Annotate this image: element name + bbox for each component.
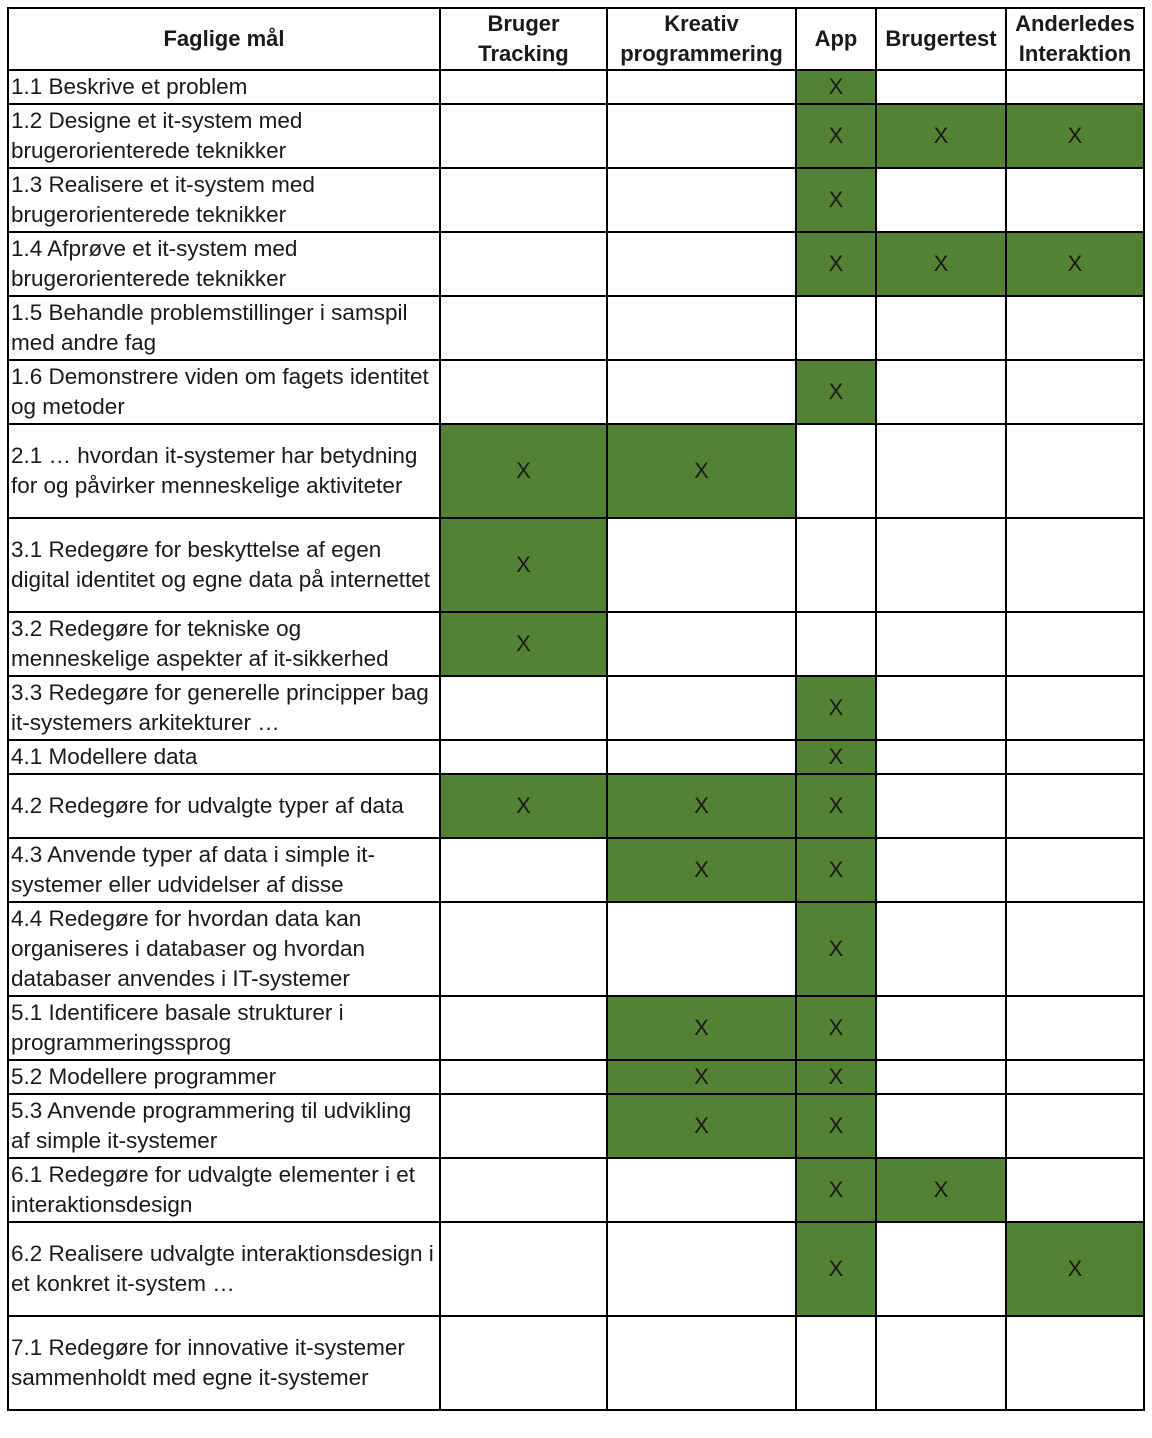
goal-cell: 3.3 Redegøre for generelle principper bag it-systemers arkitekturer …	[8, 676, 440, 740]
goal-cell: 1.3 Realisere et it-system med brugerorienterede teknikker	[8, 168, 440, 232]
mark-cell-kreativ-programmering	[607, 676, 796, 740]
mark-cell-app: X	[796, 774, 876, 838]
goal-cell: 4.2 Redegøre for udvalgte typer af data	[8, 774, 440, 838]
mark-cell-app	[796, 1316, 876, 1410]
mark-cell-bruger-tracking	[440, 70, 607, 104]
mark-cell-bruger-tracking	[440, 1316, 607, 1410]
mark-cell-app: X	[796, 104, 876, 168]
mark-cell-app: X	[796, 996, 876, 1060]
mark-cell-bruger-tracking	[440, 902, 607, 996]
mark-cell-kreativ-programmering: X	[607, 1060, 796, 1094]
goal-cell: 6.1 Redegøre for udvalgte elementer i et interaktionsdesign	[8, 1158, 440, 1222]
mark-cell-bruger-tracking	[440, 740, 607, 774]
mark-cell-anderledes-interaktion	[1006, 612, 1144, 676]
mark-cell-bruger-tracking: X	[440, 774, 607, 838]
mark-cell-app	[796, 296, 876, 360]
mark-cell-brugertest	[876, 838, 1006, 902]
mark-cell-bruger-tracking	[440, 838, 607, 902]
goal-cell: 1.6 Demonstrere viden om fagets identitet og metoder	[8, 360, 440, 424]
table-row	[8, 296, 1144, 360]
mark-cell-kreativ-programmering	[607, 1316, 796, 1410]
mark-cell-anderledes-interaktion	[1006, 360, 1144, 424]
mark-cell-bruger-tracking	[440, 1158, 607, 1222]
table-row	[8, 1158, 1144, 1222]
mark-cell-anderledes-interaktion	[1006, 70, 1144, 104]
mark-cell-bruger-tracking	[440, 168, 607, 232]
mark-cell-bruger-tracking	[440, 676, 607, 740]
mark-cell-app: X	[796, 232, 876, 296]
mark-cell-app	[796, 424, 876, 518]
mark-cell-anderledes-interaktion	[1006, 996, 1144, 1060]
mark-cell-brugertest: X	[876, 232, 1006, 296]
mark-cell-brugertest: X	[876, 1158, 1006, 1222]
mark-cell-kreativ-programmering	[607, 70, 796, 104]
mark-cell-kreativ-programmering	[607, 612, 796, 676]
mark-cell-brugertest	[876, 740, 1006, 774]
table-row	[8, 774, 1144, 838]
mark-cell-kreativ-programmering	[607, 104, 796, 168]
goal-cell: 3.1 Redegøre for beskyttelse af egen digital identitet og egne data på internettet	[8, 518, 440, 612]
mark-cell-kreativ-programmering: X	[607, 424, 796, 518]
table-row	[8, 232, 1144, 296]
mark-cell-kreativ-programmering	[607, 518, 796, 612]
header-bruger-tracking: Bruger Tracking	[440, 8, 607, 70]
mark-cell-app: X	[796, 902, 876, 996]
mark-cell-anderledes-interaktion	[1006, 424, 1144, 518]
mark-cell-bruger-tracking	[440, 360, 607, 424]
mark-cell-app: X	[796, 1222, 876, 1316]
table-row	[8, 168, 1144, 232]
mark-cell-brugertest	[876, 518, 1006, 612]
mark-cell-kreativ-programmering: X	[607, 838, 796, 902]
goal-cell: 1.2 Designe et it-system med brugerorienterede teknikker	[8, 104, 440, 168]
mark-cell-brugertest	[876, 774, 1006, 838]
mark-cell-anderledes-interaktion	[1006, 518, 1144, 612]
mark-cell-app	[796, 518, 876, 612]
mark-cell-kreativ-programmering	[607, 1222, 796, 1316]
mark-cell-app: X	[796, 676, 876, 740]
header-kreativ-programmering: Kreativ programmering	[607, 8, 796, 70]
mark-cell-kreativ-programmering	[607, 168, 796, 232]
mark-cell-anderledes-interaktion	[1006, 296, 1144, 360]
mark-cell-anderledes-interaktion	[1006, 1094, 1144, 1158]
mark-cell-anderledes-interaktion: X	[1006, 1222, 1144, 1316]
table-row	[8, 676, 1144, 740]
mark-cell-app: X	[796, 838, 876, 902]
mark-cell-brugertest	[876, 902, 1006, 996]
goal-cell: 5.1 Identificere basale strukturer i programmeringssprog	[8, 996, 440, 1060]
mark-cell-bruger-tracking	[440, 296, 607, 360]
goal-cell: 2.1 … hvordan it-systemer har betydning for og påvirker menneskelige aktiviteter	[8, 424, 440, 518]
mark-cell-kreativ-programmering	[607, 232, 796, 296]
mark-cell-brugertest	[876, 168, 1006, 232]
mark-cell-anderledes-interaktion: X	[1006, 232, 1144, 296]
mark-cell-app: X	[796, 168, 876, 232]
mark-cell-anderledes-interaktion	[1006, 902, 1144, 996]
goal-cell: 1.1 Beskrive et problem	[8, 70, 440, 104]
goal-cell: 7.1 Redegøre for innovative it-systemer sammenholdt med egne it-systemer	[8, 1316, 440, 1410]
header-anderledes-interaktion: Anderledes Interaktion	[1006, 8, 1144, 70]
mark-cell-brugertest	[876, 1222, 1006, 1316]
mark-cell-anderledes-interaktion	[1006, 774, 1144, 838]
mark-cell-brugertest	[876, 1316, 1006, 1410]
mark-cell-kreativ-programmering	[607, 740, 796, 774]
mark-cell-brugertest	[876, 70, 1006, 104]
mark-cell-bruger-tracking	[440, 232, 607, 296]
table-row	[8, 518, 1144, 612]
mark-cell-kreativ-programmering	[607, 1158, 796, 1222]
mark-cell-brugertest	[876, 296, 1006, 360]
table-row	[8, 70, 1144, 104]
mark-cell-anderledes-interaktion	[1006, 1158, 1144, 1222]
mark-cell-app: X	[796, 1060, 876, 1094]
mark-cell-app: X	[796, 70, 876, 104]
mark-cell-anderledes-interaktion: X	[1006, 104, 1144, 168]
mark-cell-bruger-tracking: X	[440, 424, 607, 518]
mark-cell-bruger-tracking: X	[440, 612, 607, 676]
goal-cell: 1.5 Behandle problemstillinger i samspil med andre fag	[8, 296, 440, 360]
mark-cell-anderledes-interaktion	[1006, 168, 1144, 232]
mark-cell-bruger-tracking: X	[440, 518, 607, 612]
mark-cell-bruger-tracking	[440, 996, 607, 1060]
mark-cell-app: X	[796, 1094, 876, 1158]
table-row	[8, 902, 1144, 996]
mark-cell-app: X	[796, 1158, 876, 1222]
table-row	[8, 424, 1144, 518]
mark-cell-kreativ-programmering	[607, 902, 796, 996]
mark-cell-app: X	[796, 360, 876, 424]
learning-goals-table	[7, 7, 1145, 1411]
mark-cell-kreativ-programmering: X	[607, 1094, 796, 1158]
mark-cell-brugertest	[876, 360, 1006, 424]
goal-cell: 4.1 Modellere data	[8, 740, 440, 774]
header-app: App	[796, 8, 876, 70]
header-row	[8, 8, 1144, 70]
header-brugertest: Brugertest	[876, 8, 1006, 70]
mark-cell-brugertest	[876, 612, 1006, 676]
goal-cell: 4.3 Anvende typer af data i simple it-systemer eller udvidelser af disse	[8, 838, 440, 902]
mark-cell-kreativ-programmering	[607, 296, 796, 360]
mark-cell-kreativ-programmering: X	[607, 774, 796, 838]
table-row	[8, 1222, 1144, 1316]
mark-cell-bruger-tracking	[440, 104, 607, 168]
goal-cell: 4.4 Redegøre for hvordan data kan organiseres i databaser og hvordan databaser anvendes i IT-systemer	[8, 902, 440, 996]
mark-cell-app: X	[796, 740, 876, 774]
mark-cell-anderledes-interaktion	[1006, 1316, 1144, 1410]
mark-cell-bruger-tracking	[440, 1222, 607, 1316]
mark-cell-anderledes-interaktion	[1006, 838, 1144, 902]
table-row	[8, 740, 1144, 774]
table-row	[8, 838, 1144, 902]
mark-cell-brugertest: X	[876, 104, 1006, 168]
mark-cell-brugertest	[876, 676, 1006, 740]
mark-cell-anderledes-interaktion	[1006, 740, 1144, 774]
mark-cell-brugertest	[876, 996, 1006, 1060]
mark-cell-brugertest	[876, 1094, 1006, 1158]
goal-cell: 3.2 Redegøre for tekniske og menneskelige aspekter af it-sikkerhed	[8, 612, 440, 676]
goal-cell: 5.3 Anvende programmering til udvikling af simple it-systemer	[8, 1094, 440, 1158]
mark-cell-bruger-tracking	[440, 1094, 607, 1158]
goal-cell: 1.4 Afprøve et it-system med brugerorienterede teknikker	[8, 232, 440, 296]
mark-cell-app	[796, 612, 876, 676]
mark-cell-anderledes-interaktion	[1006, 676, 1144, 740]
mark-cell-kreativ-programmering: X	[607, 996, 796, 1060]
mark-cell-kreativ-programmering	[607, 360, 796, 424]
table-row	[8, 612, 1144, 676]
header-faglige-maal: Faglige mål	[8, 8, 440, 70]
table-row	[8, 1316, 1144, 1410]
table-row	[8, 1060, 1144, 1094]
table-row	[8, 1094, 1144, 1158]
table-row	[8, 104, 1144, 168]
mark-cell-bruger-tracking	[440, 1060, 607, 1094]
mark-cell-brugertest	[876, 424, 1006, 518]
mark-cell-anderledes-interaktion	[1006, 1060, 1144, 1094]
table-row	[8, 360, 1144, 424]
mark-cell-brugertest	[876, 1060, 1006, 1094]
goal-cell: 6.2 Realisere udvalgte interaktionsdesign i et konkret it-system …	[8, 1222, 440, 1316]
table-row	[8, 996, 1144, 1060]
goal-cell: 5.2 Modellere programmer	[8, 1060, 440, 1094]
